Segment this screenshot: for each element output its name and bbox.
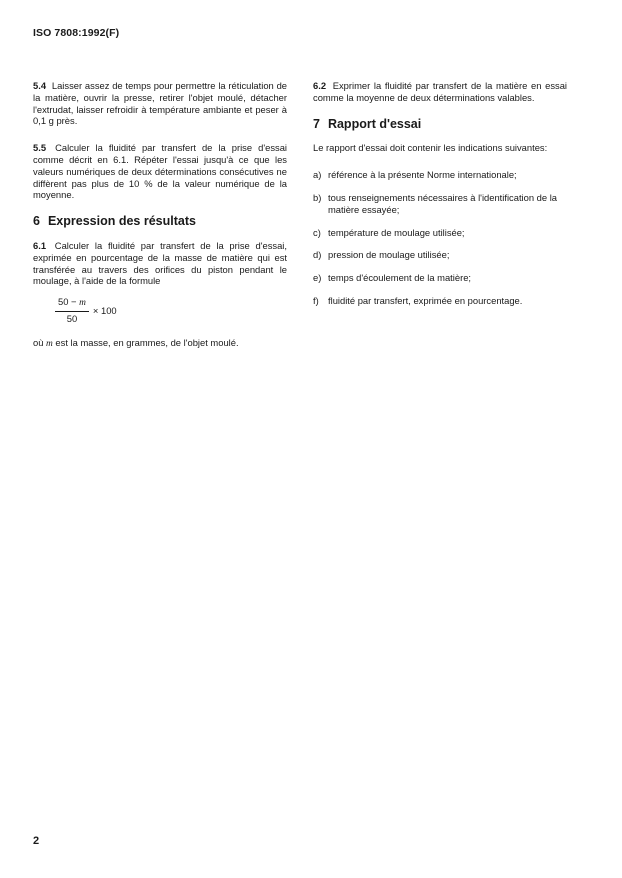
clause-number: 5.4 [33, 80, 47, 91]
clause-5-4 [33, 80, 287, 127]
clause-number: 6.1 [33, 239, 47, 251]
clause-number: 5.5 [33, 142, 47, 154]
formula-multiplier: × 100 [92, 304, 117, 316]
section-number: 6 [33, 214, 40, 229]
right-column [313, 80, 567, 318]
section-7-heading [313, 116, 567, 131]
numerator-variable: m [79, 298, 86, 309]
page-number: 2 [33, 835, 40, 847]
clause-text: Calculer la fluidité par transfert de la prise d'essai comme décrit en 6.1. Répéter l'essai jusqu'à ce que les valeurs numériques de deux déterminations consécutives ne diffèrent pas plus de 10 % de la valeur numérique de la moyenne. [33, 142, 288, 201]
list-item [313, 169, 567, 181]
document-id-header: ISO 7808:1992(F) [33, 27, 120, 39]
left-column [33, 80, 287, 366]
section-number: 7 [313, 116, 320, 131]
list-item [313, 272, 567, 284]
definition-text: est la masse, en grammes, de l'objet moulé. [52, 336, 239, 348]
clause-6-1 [33, 240, 287, 287]
clause-number: 6.2 [313, 80, 327, 91]
formula-denominator: 50 [66, 312, 78, 324]
section-title: Expression des résultats [47, 214, 196, 229]
formula-numerator [55, 296, 89, 312]
list-item-text: température de moulage utilisée; [328, 226, 465, 238]
list-item [313, 227, 567, 239]
section-6-heading [33, 216, 287, 228]
clause-text: Laisser assez de temps pour permettre la réticulation de la matière, ouvrir la presse, retirer l'objet moulé, détacher l'extrudat, laisser refroidir à température ambiante et peser à 0,1 g près. [33, 80, 288, 127]
list-item-label: f) [313, 294, 319, 306]
list-item-text: pression de moulage utilisée; [328, 249, 450, 261]
list-item [313, 249, 567, 261]
report-intro: Le rapport d'essai doit contenir les indications suivantes: [313, 142, 548, 154]
list-item [313, 295, 567, 307]
list-item-text: temps d'écoulement de la matière; [328, 272, 472, 284]
clause-text: Exprimer la fluidité par transfert de la matière en essai comme la moyenne de deux déterminations valables. [313, 80, 567, 103]
clause-6-2 [313, 80, 567, 104]
report-items-list [313, 169, 567, 307]
list-item-label: d) [313, 249, 322, 261]
definition-prefix: où [33, 336, 47, 348]
list-item-label: a) [313, 169, 322, 181]
list-item-label: b) [313, 191, 322, 203]
variable-definition [33, 337, 287, 351]
definition-variable: m [46, 338, 53, 349]
list-item-text: fluidité par transfert, exprimée en pourcentage. [328, 294, 523, 306]
list-item-text: tous renseignements nécessaires à l'identification de la matière essayée; [328, 191, 558, 215]
section-title: Rapport d'essai [327, 116, 422, 131]
clause-5-5 [33, 142, 287, 201]
list-item-label: e) [313, 272, 322, 284]
list-item [313, 192, 567, 216]
numerator-constant: 50 − [58, 296, 80, 308]
fluidity-formula [55, 296, 287, 325]
list-item-text: référence à la présente Norme internationale; [328, 169, 517, 181]
list-item-label: c) [313, 226, 321, 238]
formula-fraction [55, 296, 89, 325]
clause-text: Calculer la fluidité par transfert de la prise d'essai, exprimée en pourcentage de la masse de matière qui est transférée au travers des orifices du piston pendant le moulage, à l'aide de la formule [33, 239, 287, 287]
